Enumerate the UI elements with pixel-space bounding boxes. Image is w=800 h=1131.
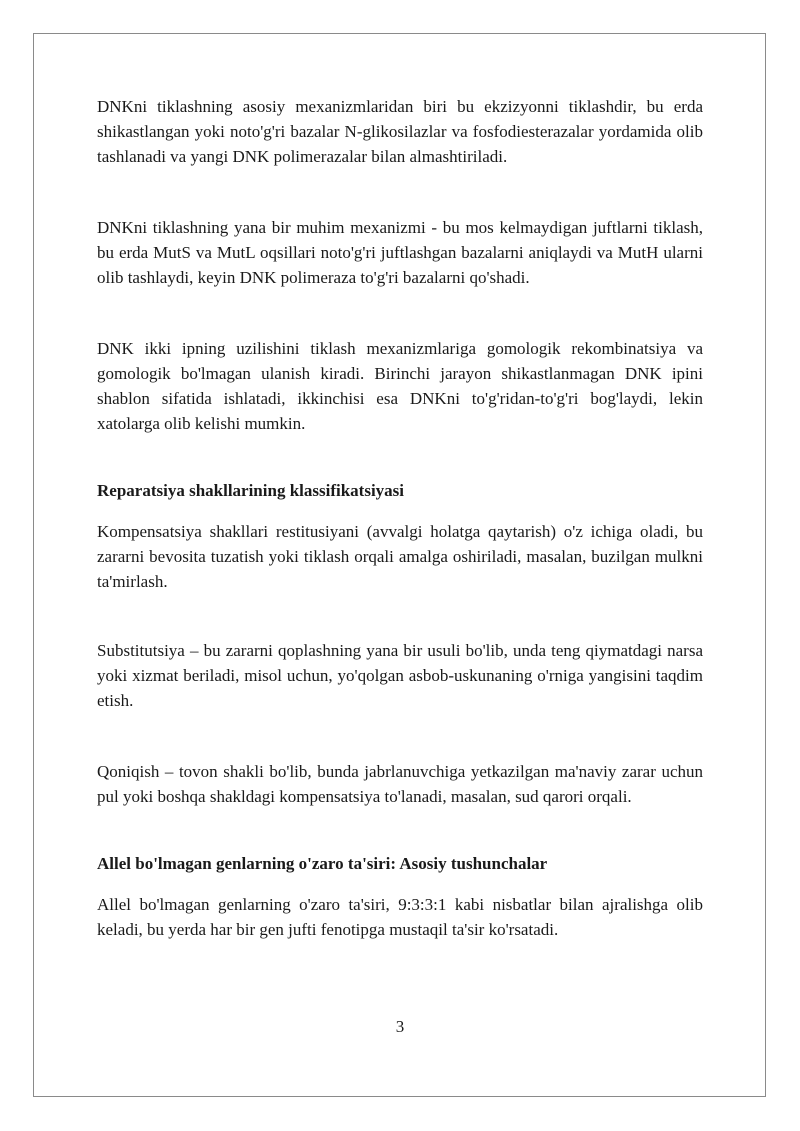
paragraph-substitution: Substitutsiya – bu zararni qoplashning yana bir usuli bo'lib, unda teng qiymatdagi narsa yoki xizmat beriladi, misol uchun, yo'qolgan asbob-uskunaning o'rniga yangisini taqdim etish. [97,641,703,710]
paragraph-non-allelic-interaction: Allel bo'lmagan genlarning o'zaro ta'siri, 9:3:3:1 kabi nisbatlar bilan ajralishga olib keladi, bu yerda har bir gen jufti fenotipga mustaqil ta'sir ko'rsatadi. [97,895,703,939]
document-body [97,94,703,942]
page-number: 3 [395,1017,405,1036]
paragraph-compensation: Kompensatsiya shakllari restitusiyani (avvalgi holatga qaytarish) o'z ichiga oladi, bu zararni bevosita tuzatish yoki tiklash orqali amalga oshiriladi, masalan, buzilgan mulkni ta'mirlash. [97,522,703,591]
paragraph-dna-double-strand-repair: DNK ikki ipning uzilishini tiklash mexanizmlariga gomologik rekombinatsiya va gomologik bo'lmagan ulanish kiradi. Birinchi jarayon shikastlanmagan DNK ipini shablon sifatida ishlatadi, ikkinchisi esa DNKni to'g'ridan-to'g'ri bog'laydi, lekin xatolarga olib kelishi mumkin. [97,339,703,433]
paragraph-dna-mismatch-repair: DNKni tiklashning yana bir muhim mexanizmi - bu mos kelmaydigan juftlarni tiklash, bu erda MutS va MutL oqsillari noto'g'ri juftlashgan bazalarni aniqlaydi va MutH ularni olib tashlaydi, keyin DNK polimeraza to'g'ri bazalarni qo'shadi. [97,218,703,287]
paragraph-satisfaction: Qoniqish – tovon shakli bo'lib, bunda jabrlanuvchiga yetkazilgan ma'naviy zarar uchun pul yoki boshqa shakldagi kompensatsiya to'lanadi, masalan, sud qarori orqali. [97,762,703,806]
paragraph-dna-excision-repair: DNKni tiklashning asosiy mexanizmlaridan biri bu ekzizyonni tiklashdir, bu erda shikastlangan yoki noto'g'ri bazalar N-glikosilazlar va fosfodiesterazalar yordamida olib tashlanadi va yangi DNK polimerazalar bilan almashtiriladi. [97,97,703,166]
section-heading-reparation-forms: Reparatsiya shakllarining klassifikatsiyasi [97,481,405,500]
section-heading-non-allelic-genes: Allel bo'lmagan genlarning o'zaro ta'siri: Asosiy tushunchalar [97,854,548,873]
